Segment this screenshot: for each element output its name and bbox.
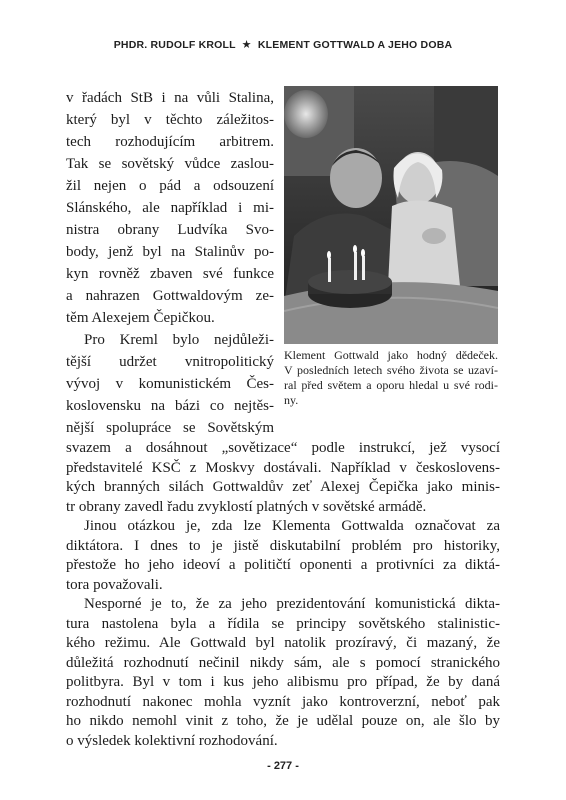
text-line: tura nastolena byla a řídila se principy sovětského stalinistic- — [66, 615, 500, 632]
text-line: přestože ho jeho ideoví a političtí oponenti a protivníci za diktá- — [66, 557, 500, 573]
text-line: politbyra. Byl v tom i kus jeho alibismu pro případ, že by daná — [66, 674, 500, 690]
text-line: v řadách StB i na vůli Stalina, — [66, 90, 274, 106]
text-line: Pro Kreml bylo nejdůleži- — [84, 332, 274, 348]
photo-image — [284, 86, 498, 344]
header-author: PHDR. RUDOLF KROLL — [113, 39, 236, 51]
text-line: o výsledek kolektivní rozhodování. — [66, 732, 278, 749]
text-line: představitelé KSČ z Moskvy dostávali. Například v českoslovens- — [66, 459, 500, 476]
page-number: - 277 - — [267, 760, 299, 772]
running-header — [0, 38, 566, 51]
text-line: Tak se sovětský vůdce zaslou- — [66, 156, 274, 172]
text-line: Jinou otázkou je, zda lze Klementa Gottwalda označovat za — [84, 518, 500, 534]
text-line: těm Alexejem Čepičkou. — [66, 310, 215, 326]
text-line: vývoj v komunistickém Čes- — [66, 376, 274, 392]
caption-line: V posledních letech svého života se uzaví- — [284, 363, 498, 377]
text-line: koslovensku na bázi co nejtěs- — [66, 398, 274, 414]
text-line: tech rozhodujícím arbitrem. — [66, 134, 274, 150]
text-line: svazem a dosáhnout „sovětizace“ podle instrukcí, jež vysocí — [66, 440, 500, 456]
text-line: nistra obrany Ludvíka Svo- — [66, 222, 274, 238]
text-line: který byl v těchto záležitos- — [66, 112, 274, 128]
text-line: Nesporné je to, že za jeho prezidentování komunistická dikta- — [84, 596, 500, 612]
star-icon: ★ — [241, 39, 252, 51]
caption-line: ral před světem a oporu hledal u své rodi- — [284, 378, 498, 392]
text-line: Slánského, ale například i mi- — [66, 200, 274, 216]
text-line: kých branných silách Gottwaldův zeť Alexej Čepička jako minis- — [66, 479, 500, 495]
text-line: kého režimu. Ale Gottwald byl natolik prozíravý, či mazaný, že — [66, 635, 500, 651]
text-line: tr obrany zavedl řadu zvyklostí platných v sovětské armádě. — [66, 498, 427, 515]
header-title: KLEMENT GOTTWALD A JEHO DOBA — [257, 39, 453, 51]
caption-line: ny. — [284, 393, 299, 407]
text-line: tější udržet vnitropolitický — [66, 354, 274, 370]
text-line: nější spolupráce se Sovětským — [66, 420, 274, 436]
photo-illustration — [284, 86, 498, 344]
text-line: tora považovali. — [66, 576, 163, 593]
text-line: důležitá rozhodnutí nečinil nikdy sám, ale s pomocí stranického — [66, 654, 500, 671]
text-line: diktátora. I dnes to je jistě diskutabilní problém pro historiky, — [66, 537, 500, 554]
text-line: kyn rovněž zbaven své funkce — [66, 266, 274, 282]
text-line: rozhodnutí nakonec mohla vyznít jako kontroverzní, neboť pak — [66, 693, 500, 710]
caption-line: Klement Gottwald jako hodný dědeček. — [284, 348, 498, 362]
text-line: žil nejen o pád a odsouzení — [66, 178, 274, 194]
text-line: body, jenž byl na Stalinův po- — [66, 244, 274, 260]
text-line: ho nikdo nemohl vinit z toho, že je udělal pouze on, ale šlo by — [66, 713, 500, 729]
text-line: a nahrazen Gottwaldovým ze- — [66, 288, 274, 304]
